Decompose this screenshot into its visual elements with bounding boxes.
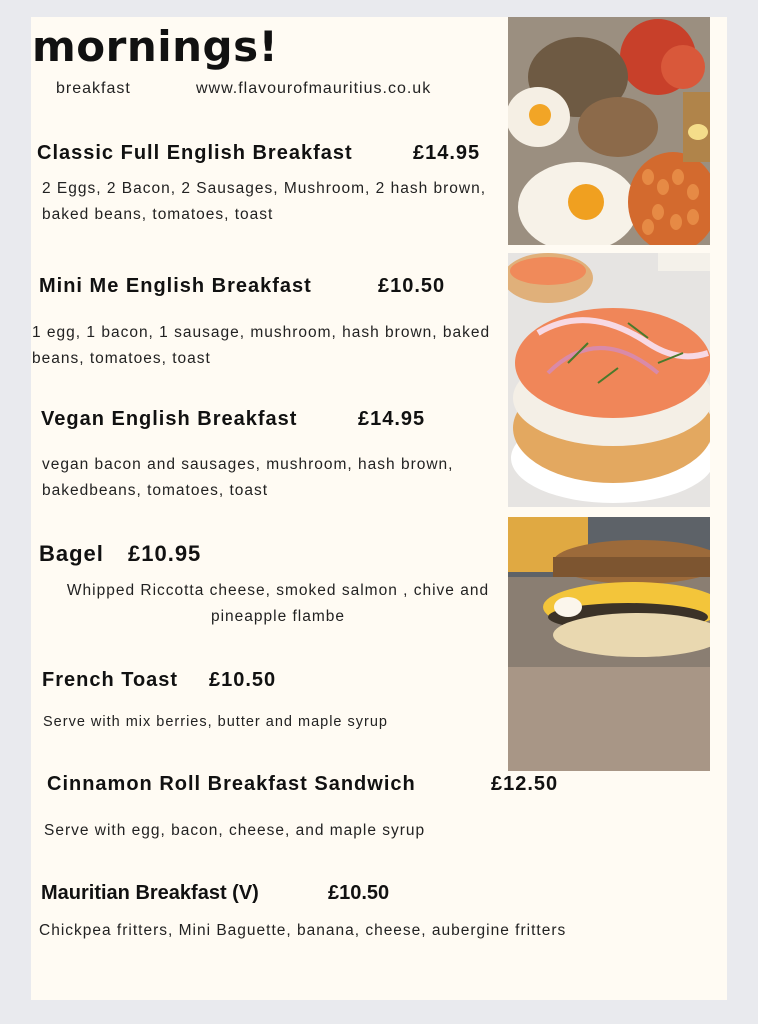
item-desc-french-toast: Serve with mix berries, butter and maple syrup	[43, 714, 388, 730]
item-desc-mini-me-english: 1 egg, 1 bacon, 1 sausage, mushroom, hash brown, baked beans, tomatoes, toast	[32, 324, 491, 367]
item-price-vegan-english: £14.95	[358, 408, 426, 430]
item-price-bagel: £10.95	[128, 541, 202, 566]
item-price-mini-me-english: £10.50	[378, 275, 446, 297]
item-name-cinnamon-roll-sandwich: Cinnamon Roll Breakfast Sandwich	[47, 773, 416, 795]
item-name-bagel: Bagel	[39, 541, 104, 566]
page-title: mornings!	[32, 22, 279, 71]
item-price-cinnamon-roll-sandwich: £12.50	[491, 773, 559, 795]
item-desc-classic-full-english: 2 Eggs, 2 Bacon, 2 Sausages, Mushroom, 2 hash brown, baked beans, tomatoes, toast	[42, 180, 487, 223]
item-name-mini-me-english: Mini Me English Breakfast	[39, 275, 312, 297]
item-name-mauritian-breakfast: Mauritian Breakfast (V)	[41, 882, 259, 904]
item-desc-vegan-english: vegan bacon and sausages, mushroom, hash brown, bakedbeans, tomatoes, toast	[42, 456, 454, 499]
item-name-vegan-english: Vegan English Breakfast	[41, 408, 298, 430]
item-price-mauritian-breakfast: £10.50	[328, 882, 390, 904]
item-price-classic-full-english: £14.95	[413, 142, 481, 164]
item-desc-cinnamon-roll-sandwich: Serve with egg, bacon, cheese, and maple syrup	[44, 822, 426, 839]
breakfast-sandwich-photo	[508, 517, 710, 771]
item-name-french-toast: French Toast	[42, 669, 179, 691]
item-desc-mauritian-breakfast: Chickpea fritters, Mini Baguette, banana, cheese, aubergine fritters	[39, 922, 567, 939]
item-price-french-toast: £10.50	[209, 669, 277, 691]
item-name-classic-full-english: Classic Full English Breakfast	[37, 142, 353, 164]
menu-subtitle: breakfast	[56, 80, 131, 97]
full-english-photo	[508, 17, 710, 245]
item-desc-bagel: Whipped Riccotta cheese, smoked salmon , chive and pineapple flambe	[66, 582, 490, 625]
website-link[interactable]: www.flavourofmauritius.co.uk	[196, 80, 432, 97]
bagel-salmon-photo	[508, 253, 710, 507]
